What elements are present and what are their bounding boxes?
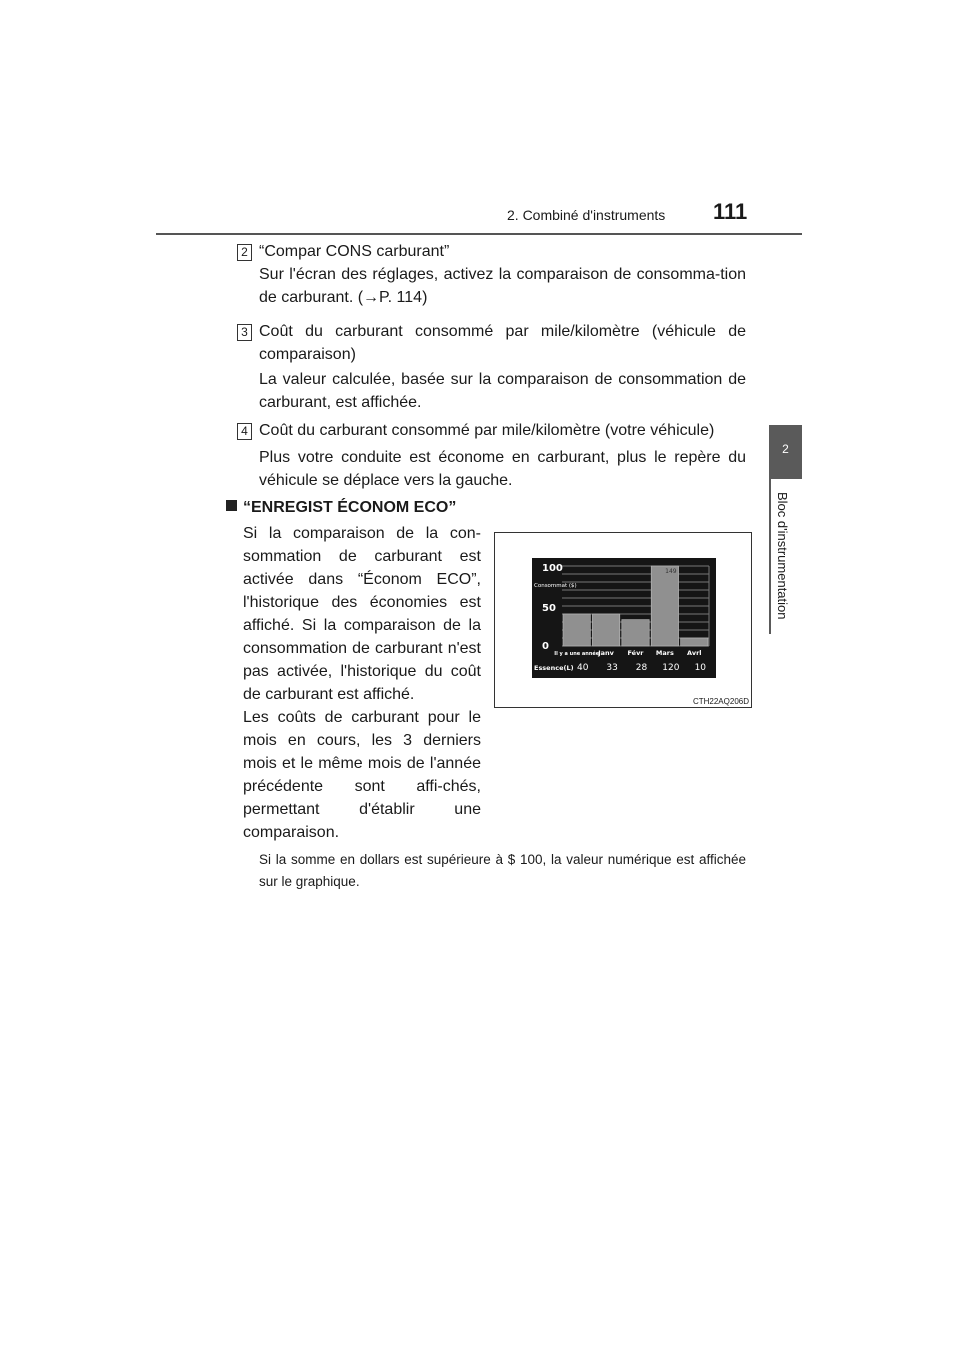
section-bullet-icon bbox=[226, 500, 237, 511]
eco-chart bbox=[532, 558, 716, 678]
row-value-label: 28 bbox=[635, 663, 648, 673]
chart-background bbox=[532, 558, 716, 678]
chart-bar bbox=[622, 620, 649, 646]
side-tab-number: 2 bbox=[782, 442, 789, 456]
header-section-title: 2. Combiné d'instruments bbox=[507, 207, 666, 223]
chart-bar bbox=[563, 614, 590, 646]
side-tab-box bbox=[769, 425, 802, 479]
item-body: Plus votre conduite est économe en carburant, plus le repère du véhicule se déplace vers la gauche. bbox=[259, 449, 746, 489]
x-category-label: Mars bbox=[655, 649, 674, 657]
section-paragraph: Si la comparaison de la con-sommation de carburant est activée dans “Économ ECO”, l'historique des économies est affiché. Si la comparaison de la consommation de carburant n'est pas activée, l'historique du coût de carburant est affiché. bbox=[243, 525, 481, 703]
item-title: Coût du carburant consommé par mile/kilomètre (votre véhicule) bbox=[259, 422, 715, 439]
row-value-label: 120 bbox=[662, 663, 680, 673]
x-category-label: Févr bbox=[627, 649, 644, 657]
x-category-label: Il y a une année bbox=[554, 651, 600, 657]
x-category-label: Janv bbox=[598, 649, 614, 657]
header-rule bbox=[156, 233, 802, 235]
chart-bar bbox=[681, 638, 708, 646]
item-title: “Compar CONS carburant” bbox=[259, 243, 450, 260]
item-number-badge: 2 bbox=[237, 244, 252, 261]
figure-code: CTH22AQ206D bbox=[692, 697, 749, 706]
row-value-label: 40 bbox=[576, 663, 589, 673]
side-tab-bar bbox=[769, 479, 771, 634]
section-paragraph: Les coûts de carburant pour le mois en cours, les 3 derniers mois et le même mois de l'année précédente sont affi-chés, permettant d'établir une comparaison. bbox=[243, 709, 481, 841]
side-tab-label: Bloc d'instrumentation bbox=[775, 492, 790, 620]
section-note: Si la somme en dollars est supérieure à $ 100, la valeur numérique est affichée sur le graphique. bbox=[259, 852, 746, 889]
item-title: Coût du carburant consommé par mile/kilomètre (véhicule de comparaison) bbox=[259, 323, 746, 363]
y-tick-label: 50 bbox=[542, 603, 556, 614]
overflow-value-label: 149 bbox=[665, 568, 677, 575]
item-number-badge: 4 bbox=[237, 423, 252, 440]
item-number-badge: 3 bbox=[237, 324, 252, 341]
y-axis-label: Consommat ($) bbox=[534, 583, 577, 589]
row-label: Essence(L) bbox=[534, 664, 574, 672]
item-body: Sur l'écran des réglages, activez la comparaison de consomma-tion de carburant. (→P. 114) bbox=[259, 266, 746, 306]
page-number: 111 bbox=[713, 199, 748, 224]
row-value-label: 10 bbox=[694, 663, 707, 673]
eco-record-figure bbox=[494, 532, 752, 708]
y-tick-label: 100 bbox=[542, 563, 563, 574]
chart-bar bbox=[651, 566, 678, 646]
row-value-label: 33 bbox=[606, 663, 618, 673]
y-tick-label: 0 bbox=[542, 641, 549, 652]
section-heading: “ENREGIST ÉCONOM ECO” bbox=[243, 499, 457, 516]
x-category-label: Avrl bbox=[687, 649, 702, 657]
item-body: La valeur calculée, basée sur la comparaison de consommation de carburant, est affichée. bbox=[259, 371, 746, 411]
chart-bar bbox=[592, 614, 619, 646]
